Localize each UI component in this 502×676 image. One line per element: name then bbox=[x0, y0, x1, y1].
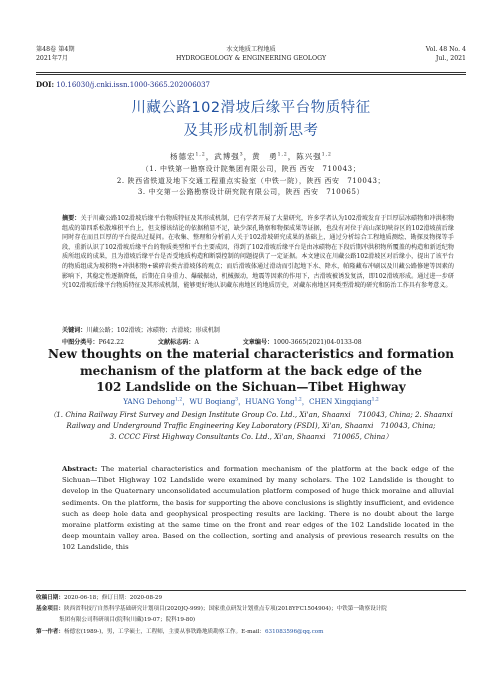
doi-link[interactable]: 10.16030/j.cnki.issn.1000-3665.202006037 bbox=[56, 81, 211, 89]
volume-issue-cn: 第48卷 第4期 bbox=[36, 46, 75, 53]
affiliation-en-2: Railway and Underground Traffic Engineering Key Laboratory (FSDI), Xi'an, Shaanxi 710043, China; bbox=[66, 421, 436, 431]
header-right bbox=[426, 46, 466, 63]
classification-cn: 中图分类号：P642.22 文献标志码：A 文章编号：1000-3665(2021)04-0133-08 bbox=[62, 339, 362, 346]
running-header bbox=[36, 46, 466, 70]
header-rule-thick bbox=[36, 72, 466, 73]
date-en: Jul., 2021 bbox=[435, 54, 466, 62]
keywords-cn-label: 关键词： bbox=[62, 327, 87, 334]
author-email-link[interactable]: 631083596@qq.com bbox=[265, 628, 324, 635]
authors-en: YANG Dehong$^{1,2}$，WU Boqiang$^3$，HUANG Yong$^{1,2}$，CHEN Xingqiang$^{1,2}$ bbox=[123, 397, 379, 406]
footnote-funding: 基金项目：陕西省科技厅自然科学基础研究计划项目(2020JQ-999)；国家重点研发计划重点专项(2018YFC1504904)；中铁第一勘察设计院 bbox=[36, 606, 387, 613]
footnotes bbox=[36, 593, 466, 638]
date-cn: 2021年7月 bbox=[36, 54, 69, 62]
affiliation-cn-3: 3. 中交第一公路勘察设计研究院有限公司，陕西 西安 710065） bbox=[137, 188, 365, 196]
footnote-funding-cont: 集团有限公司科研项目(院科(川藏)19-07；院科19-80) bbox=[59, 617, 196, 624]
footnote-received: 收稿日期：2020-06-18；修订日期：2020-08-29 bbox=[36, 595, 163, 601]
affiliation-en-1: （1. China Railway First Survey and Design Institute Group Co. Ltd., Xi'an, Shaanxi 710043, China; 2. Shaanxi bbox=[49, 410, 453, 419]
title-cn-line2: 及其形成机制新思考 bbox=[183, 123, 319, 139]
affiliation-cn-2: 2. 陕西省铁道及地下交通工程重点实验室（中铁一院），陕西 西安 710043； bbox=[116, 176, 386, 185]
title-en bbox=[36, 346, 466, 396]
abstract-en-label: Abstract: bbox=[62, 465, 98, 473]
affiliation-cn-1: （1. 中铁第一勘察设计院集团有限公司，陕西 西安 710043； bbox=[141, 165, 361, 173]
affiliations-cn bbox=[36, 164, 466, 199]
header-center bbox=[36, 46, 466, 63]
clc-number: P642.22 bbox=[98, 339, 124, 346]
abstract-cn-label: 摘要： bbox=[62, 215, 81, 222]
keywords-cn bbox=[62, 325, 454, 334]
author-cn-1: 杨德宏 bbox=[170, 152, 196, 161]
volume-issue-en: Vol. 48 No. 4 bbox=[425, 46, 466, 53]
title-en-line1: New thoughts on the material characteristics and formation bbox=[48, 347, 454, 361]
doi-line bbox=[36, 80, 210, 89]
doi-label: DOI: bbox=[36, 80, 55, 89]
affiliations-en bbox=[36, 409, 466, 443]
author-en-1: YANG Dehong bbox=[123, 397, 176, 406]
footnote-rule bbox=[36, 590, 466, 591]
title-en-line3: 102 Landslide on the Sichuan—Tibet Highway bbox=[96, 380, 406, 394]
abstract-en: Abstract: The material characteristics and formation mechanism of the platform at the back edge of the Sichuan—Tibet Highway 102 Landslide were examined by many scholars. The 102 Landslide is thought to develop in the Quaternary unconsolidated accumulation platform composed of huge thick moraine and alluvial sediments. On the platform, the basis for supporting the above conclusions is slightly insufficient, and evidence such as deep hole data and geophysical prospecting results are lacking. There is no doubt about the large moraine platform existing at the same time on the front and rear edges of the 102 Landslide located in the deep mountain valley area. Based on the collection, sorting and analysis of previous research results on the 102 Landslide, this bbox=[62, 465, 454, 552]
keywords-cn-value: 川藏公路；102滑坡；冰碛物；古滑坡；形成机制 bbox=[86, 327, 220, 334]
author-en-2: ，WU Boqiang bbox=[182, 397, 236, 406]
title-cn-line1: 川藏公路102滑坡后缘平台物质特征 bbox=[131, 100, 371, 116]
footnote-first-author: 第一作者：杨德宏(1989-)，男，工学硕士，工程师，主要从事铁路地质勘察工作。E-mail：631083596@qq.com bbox=[36, 628, 324, 635]
author-en-4: ，CHEN Xingqiang bbox=[301, 397, 372, 406]
journal-name-cn: 水文地质工程地质 bbox=[226, 46, 276, 53]
affiliation-en-3: 3. CCCC First Highway Consultants Co. Ltd., Xi'an, Shaanxi 710065, China） bbox=[109, 432, 393, 442]
author-cn-3: ，黄 勇 bbox=[243, 152, 278, 161]
title-en-line2: mechanism of the platform at the back edge of the bbox=[79, 363, 423, 378]
author-en-3: ，HUANG Yong bbox=[238, 397, 295, 406]
author-cn-4: ，陈兴强 bbox=[287, 152, 322, 161]
header-rule-thin bbox=[36, 74, 466, 75]
author-cn-2: ，武博强 bbox=[205, 152, 240, 161]
abstract-cn: 摘要：关于川藏公路102滑坡后缘平台物质特征及其形成机制，已有学者开展了大量研究，许多学者认为102滑坡发育于巨厚层冰碛物和冲洪积物组成的第四系松散堆积平台上，但支撑该结论的依据稍显不足，缺少深孔勘察和物探成果等证据，也没有对位于高山深切峡谷区的102滑坡前后缘同时存在而且巨厚的平台提出过疑问。在收集、整理和分析前人关于102滑坡研究成果的基础上，通过分析综合工程地质测绘、勘探及物探等手段，重新认识了102滑坡后缘平台的物质类型和平台主要成因，得到了102滑坡后缘平台是由冰碛物在下段后期冲洪积物所覆盖的构造和新近纪物质所组成的成果，且为滑坡后缘平台是否受地质构造和断裂控制的问题提供了一定证据。本文建议在川藏公路102滑坡区对后缘小，提出了该平台的物质组成为坡积物+冲洪积物+碳碎岩类古滑坡体的观点；而后滑坡体通过滑动而引起地下水、降水，帕隆藏布冲刷以及川藏公路修建等因素的影响下，其稳定性逐渐降低，后期在自身重力、爆破振动，机械振动，地震等因素的作用下，古滑坡被诱发复活，即102滑坡形成。通过进一步研究102滑坡后缘平台物质特征及其形成机制，能够更好地认识藏东南地区的地质历史，对藏东南地区同类型滑坡的研究和防治工作具有参考意义。 bbox=[62, 215, 455, 290]
document-code: A bbox=[194, 339, 199, 346]
authors-cn: 杨德宏$^{1,2}$，武博强$^3$，黄 勇$^{1,2}$，陈兴强$^{1,2}$ bbox=[170, 152, 332, 161]
article-number: 1000-3665(2021)04-0133-08 bbox=[273, 339, 362, 346]
journal-name-en: HYDROGEOLOGY & ENGINEERING GEOLOGY bbox=[175, 54, 327, 62]
